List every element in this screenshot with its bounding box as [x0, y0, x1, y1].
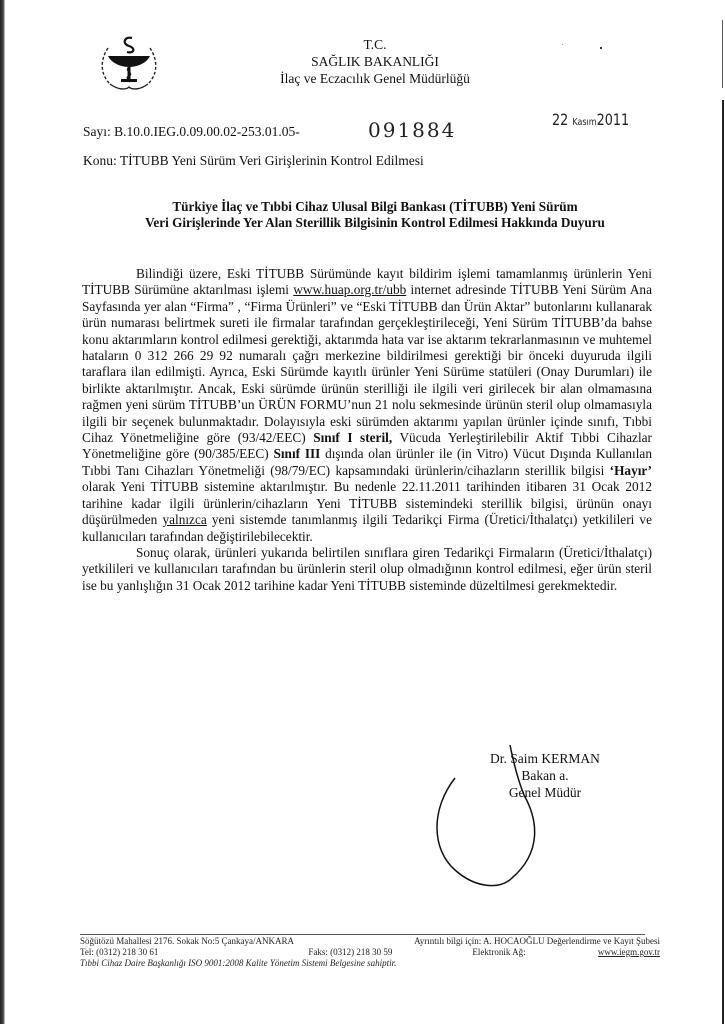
- bold-class-iii: Sınıf III: [273, 446, 321, 462]
- title-line-2: Veri Girişlerinde Yer Alan Sterillik Bilgisinin Kontrol Edilmesi Hakkında Duyuru: [145, 215, 605, 230]
- document-date: [552, 110, 629, 129]
- scan-edge-left: [0, 0, 5, 1024]
- subject-line: Konu: TİTUBB Yeni Sürüm Veri Girişlerinin Kontrol Edilmesi: [83, 153, 424, 168]
- footer-web: Elektronik Ağ: www.iegm.gov.tr: [472, 947, 660, 957]
- signature-block: [470, 750, 620, 801]
- signatory-on-behalf: Bakan a.: [521, 768, 569, 783]
- footer-tel: Tel: (0312) 218 30 61: [80, 947, 159, 957]
- footer-divider: [80, 934, 645, 935]
- date-day: 22: [552, 110, 569, 129]
- scan-edge-right: [721, 0, 725, 1024]
- footer-contact: Ayrıntılı bilgi için: A. HOCAOĞLU Değerlendirme ve Kayıt Şubesi: [414, 936, 660, 946]
- underlined-yalnizca: yalnızca: [162, 512, 207, 528]
- huap-link[interactable]: www.huap.org.tr/ubb: [293, 282, 407, 298]
- signatory-name: Dr. Saim KERMAN: [490, 751, 600, 766]
- letterhead-ministry: SAĞLIK BAKANLIĞI: [311, 54, 439, 69]
- scan-dust: [562, 44, 563, 45]
- footer: [80, 936, 660, 969]
- document-title: [80, 199, 670, 231]
- scan-dust: [600, 47, 602, 49]
- date-year: 2011: [596, 110, 630, 129]
- caduceus-wreath-icon: [96, 30, 162, 96]
- reference-number: Sayı: B.10.0.IEG.0.09.00.02-253.01.05-: [83, 124, 300, 139]
- date-month: Kasım: [572, 117, 597, 128]
- letterhead-line-tc: T.C.: [363, 37, 387, 52]
- paragraph-2: Sonuç olarak, ürünleri yukarıda belirtilen sınıflara giren Tedarikçi Firmaların (Üretici/İthalatçı) yetkilileri ve kullanıcıları tarafından bu ürünlerin steril olup olmadığının kontrol edilmesi, eğer ürün steril ise bu yanlışlığın 31 Ocak 2012 tarihine kadar Yeni TİTUBB sisteminde düzeltilmesi gerekmektedir.: [82, 544, 652, 593]
- signatory-position: Genel Müdür: [508, 785, 582, 800]
- footer-address: Söğütözü Mahallesi 2176. Sokak No:5 Çankaya/ANKARA: [80, 936, 294, 946]
- bold-hayir: ‘Hayır’: [609, 462, 652, 478]
- document-body: [82, 266, 652, 594]
- iegm-link[interactable]: www.iegm.gov.tr: [597, 947, 660, 957]
- footer-iso-note: Tıbbi Cihaz Daire Başkanlığı ISO 9001:2008 Kalite Yönetim Sistemi Belgesine sahiptir.: [80, 958, 397, 968]
- title-line-1: Türkiye İlaç ve Tıbbi Cihaz Ulusal Bilgi Bankası (TİTUBB) Yeni Sürüm: [172, 199, 578, 214]
- letterhead-directorate: İlaç ve Eczacılık Genel Müdürlüğü: [280, 71, 470, 86]
- paragraph-1: Bilindiği üzere, Eski TİTUBB Sürümünde kayıt bildirim işlemi tamamlanmış ürünlerin Yeni TİTUBB Sürümüne aktarılması işlemi www.huap.org.tr/ubb internet adresinde TİTUBB Yeni Sürüm Ana Sayfasında yer alan “Firma” , “Firma Ürünleri” ve “Eski TİTUBB dan Ürün Aktar” butonlarını kullanarak ürün numarası belirtmek sureti ile firmalar tarafından gerçekleştirileceği, Yeni Sürüm TİTUBB’da bahse konu aktarımların kontrol edilmesi gerektiği, aktarımda hata var ise aktarım tekrarlanmasının ve muhtemel hataların 0 312 266 29 92 numaralı çağrı merkezine bildirilmesi gerektiği bir önceki duyuruda ilgili taraflara ilan edilmişti. Ayrıca, Eski Sürümde kayıtlı ürünler Yeni Sürüme statüleri (Onay Durumları) ile birlikte aktarılmıştır. Ancak, Eski sürümde ürünün sterilliği ile ilgili veri girilecek bir alan olmamasına rağmen yeni sürüm TİTUBB’un ÜRÜN FORMU’nun 21 nolu sekmesinde ürünün steril olup olmamasıyla ilgili bir seçenek bulunmaktadır. Dolayısıyla eski sürümden aktarımı yapılan ürünler içinde sınıfı, Tıbbi Cihaz Yönetmeliğine göre (93/42/EEC) Sınıf I steril, Vücuda Yerleştirilebilir Aktif Tıbbi Cihazlar Yönetmeliğine göre (90/385/EEC) Sınıf III dışında olan ürünler ile (in Vitro) Vücut Dışında Kullanılan Tıbbi Tanı Cihazları Yönetmeliği (98/79/EC) kapsamındaki ürünlerin/cihazların sterillik bilgisi ‘Hayır’ olarak Yeni TİTUBB sistemine aktarılmıştır. Bu nedenle 22.11.2011 tarihinden itibaren 31 Ocak 2012 tarihine kadar ilgili ürünlerin/cihazların Yeni TİTUBB sistemindeki sterillik bilgisi, ürünün onayı düşürülmeden yalnızca yeni sistemde tanımlanmış ilgili Tedarikçi Firma (Üretici/İthalatçı) yetkilileri ve kullanıcıları tarafından değiştirilebilecektir.: [82, 266, 652, 544]
- footer-fax: Faks: (0312) 218 30 59: [308, 947, 393, 957]
- letterhead: [250, 36, 500, 87]
- bold-class-i-sterile: Sınıf I steril,: [313, 430, 393, 446]
- stamp-number: 091884: [368, 118, 457, 142]
